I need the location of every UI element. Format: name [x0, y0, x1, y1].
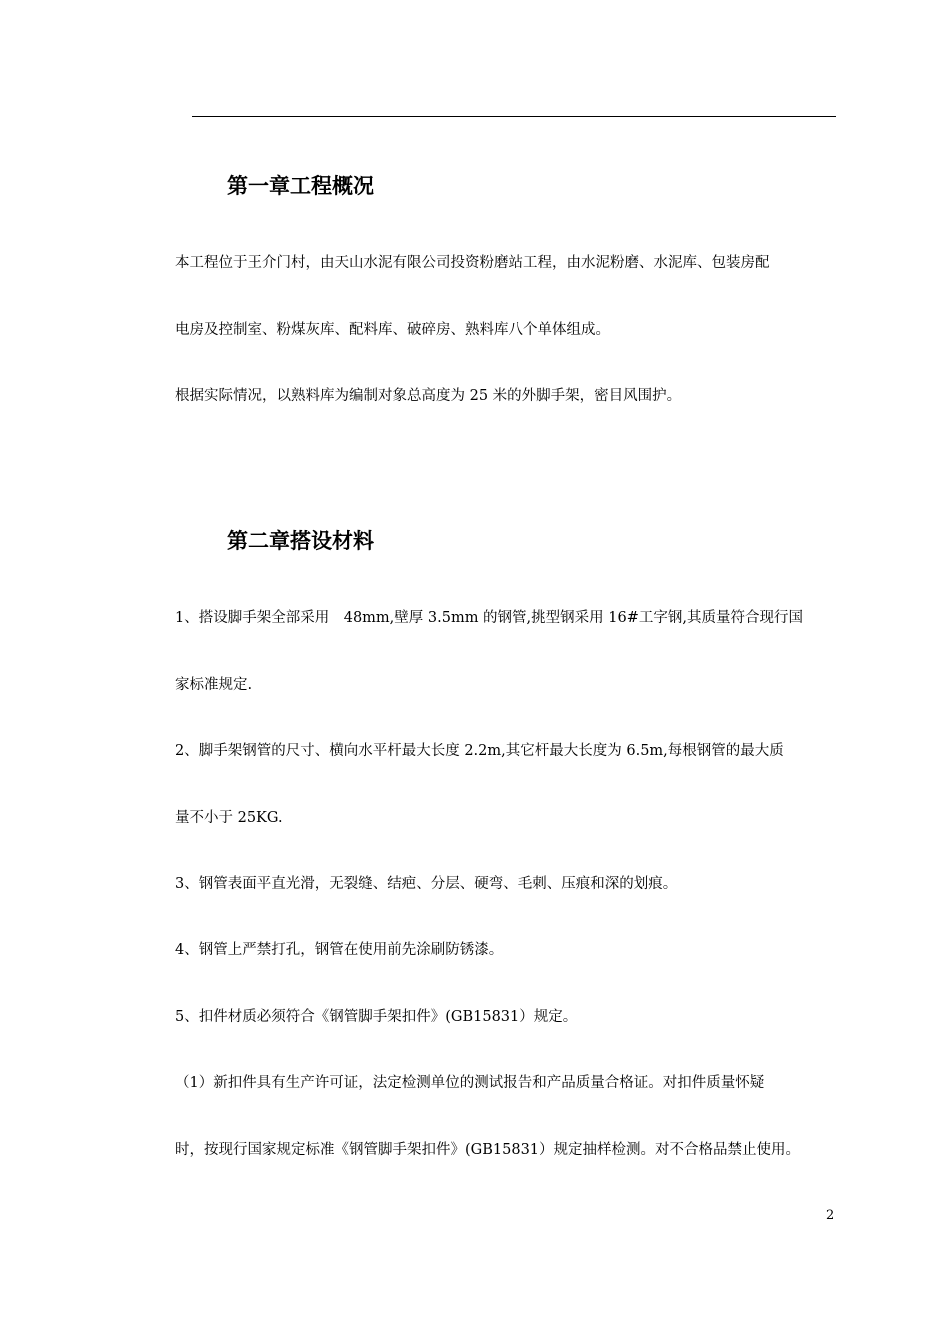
page-number: 2	[826, 1208, 835, 1223]
chapter-1-title: 第一章工程概况	[227, 174, 374, 198]
chapter-2-paragraph-line: 5、扣件材质必须符合《钢管脚手架扣件》(GB15831）规定。	[175, 1009, 578, 1025]
chapter-2-paragraph-line: 时，按现行国家规定标准《钢管脚手架扣件》(GB15831）规定抽样检测。对不合格品禁止使用。	[175, 1142, 801, 1158]
chapter-2-title: 第二章搭设材料	[227, 529, 374, 553]
chapter-2-paragraph-line: 量不小于 25KG.	[175, 810, 283, 826]
chapter-2-paragraph-line: 家标准规定.	[175, 677, 253, 693]
chapter-1-paragraph-line: 本工程位于王介门村，由天山水泥有限公司投资粉磨站工程，由水泥粉磨、水泥库、包装房配	[175, 255, 770, 271]
chapter-2-paragraph-line: 1、搭设脚手架全部采用 48mm,壁厚 3.5mm 的钢管,挑型钢采用 16#工字钢,其质量符合现行国	[175, 610, 803, 626]
chapter-2-paragraph-line: （1）新扣件具有生产许可证，法定检测单位的测试报告和产品质量合格证。对扣件质量怀疑	[175, 1075, 765, 1091]
chapter-2-paragraph-line: 2、脚手架钢管的尺寸、横向水平杆最大长度 2.2m,其它杆最大长度为 6.5m,每根钢管的最大质	[175, 743, 784, 759]
chapter-1-paragraph-line: 根据实际情况，以熟料库为编制对象总高度为 25 米的外脚手架，密目风围护。	[175, 388, 682, 404]
chapter-2-paragraph-line: 4、钢管上严禁打孔，钢管在使用前先涂刷防锈漆。	[175, 942, 504, 958]
chapter-2-paragraph-line: 3、钢管表面平直光滑，无裂缝、结疤、分层、硬弯、毛刺、压痕和深的划痕。	[175, 876, 678, 892]
chapter-1-paragraph-line: 电房及控制室、粉煤灰库、配料库、破碎房、熟料库八个单体组成。	[175, 322, 610, 338]
header-rule	[192, 116, 836, 117]
